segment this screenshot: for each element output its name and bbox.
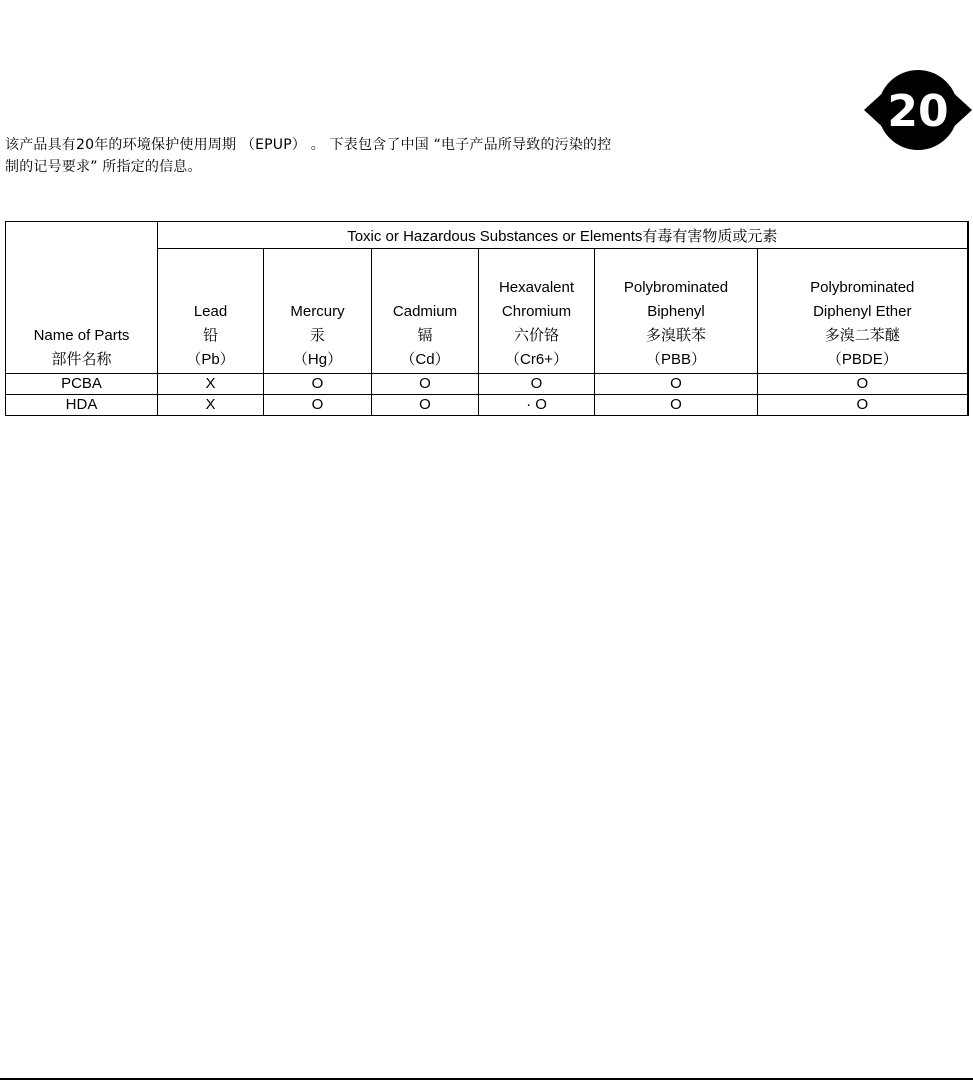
table-cell: O [264,374,372,395]
epup-statement-line-2: 制的记号要求” 所指定的信息。 [5,159,202,175]
table-cell: O [595,395,758,416]
epup-statement-line-1: 该产品具有20年的环境保护使用周期 （EPUP） 。 下表包含了中国 “电子产品所导致的污染的控 [5,137,612,153]
substance-name-en: Chromium [501,303,572,320]
substance-name-zh: 铅 [202,327,218,344]
substance-symbol: （Hg） [292,351,343,368]
substance-header-lead [158,249,264,374]
substance-name-zh: 汞 [309,327,325,344]
table-cell: X [158,395,264,416]
table-cell: O [758,374,968,395]
table-cell: X [158,374,264,395]
substance-name-en-line-1: Polybrominated [810,279,915,296]
substance-name-en: Lead [193,303,228,320]
table-cell: O [372,395,479,416]
epup-20-logo [860,62,972,158]
substance-symbol: （Pb） [186,351,235,368]
substance-name-zh: 六价铬 [513,327,559,344]
table-cell: O [758,395,968,416]
substances-group-header: Toxic or Hazardous Substances or Elements有毒有害物质或元素 [158,222,968,249]
part-name: HDA [6,395,158,416]
substance-name-en: Cadmium [392,303,458,320]
substance-name-zh: 多溴联苯 [645,327,706,344]
substance-header-pbb [595,249,758,374]
table-row [6,374,968,395]
hazardous-substances-table [5,221,969,416]
substance-name-en: Diphenyl Ether [813,303,912,320]
table-row [6,395,968,416]
substance-symbol: （PBB） [645,351,706,368]
epup-20-number: 20 [887,86,949,137]
epup-statement [5,134,865,178]
table-cell: O [372,374,479,395]
substance-name-en: Mercury [290,303,345,320]
substance-header-cadmium [372,249,479,374]
substance-header-pbde [758,249,968,374]
table-cell: · O [479,395,595,416]
substance-header-hexavalent-chromium [479,249,595,374]
table-cell: O [595,374,758,395]
name-of-parts-header [6,222,158,374]
substance-header-mercury [264,249,372,374]
name-of-parts-header-zh: 部件名称 [51,351,112,368]
substance-name-en-line-1: Polybrominated [623,279,729,296]
substance-symbol: （Cr6+） [505,351,568,368]
substance-name-zh: 镉 [417,327,433,344]
table-cell: O [479,374,595,395]
table-cell: O [264,395,372,416]
bottom-divider [0,1078,973,1080]
substance-name-en-line-1: Hexavalent [498,279,575,296]
substance-symbol: （Cd） [400,351,450,368]
substance-name-zh: 多溴二苯醚 [824,327,900,344]
substance-symbol: （PBDE） [826,351,898,368]
part-name: PCBA [6,374,158,395]
substance-name-en: Biphenyl [647,303,705,320]
name-of-parts-header-en: Name of Parts [33,327,130,344]
